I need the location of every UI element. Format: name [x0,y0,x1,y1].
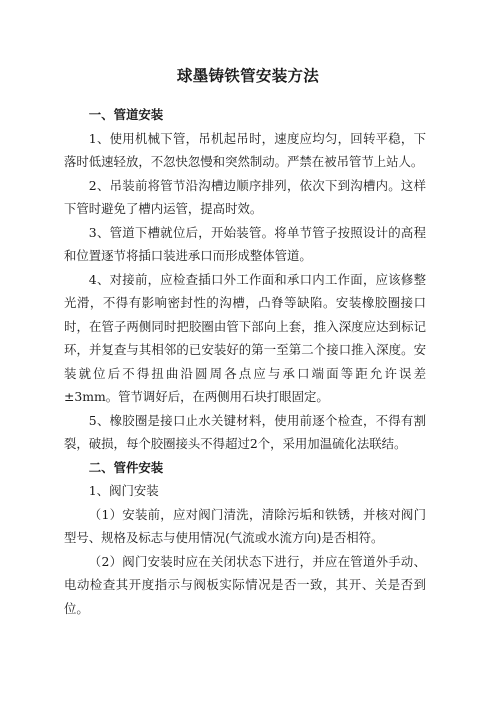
paragraph: 2、吊装前将管节沿沟槽边顺序排列，依次下到沟槽内。这样下管时避免了槽内运管，提高时效。 [64,177,426,216]
paragraph: 3、管道下槽就位后，开始装管。将单节管子按照设计的高程和位置逐节将插口装进承口而形成整体管道。 [64,224,426,263]
document-body [64,103,426,620]
paragraph: （2）阀门安装时应在关闭状态下进行，并应在管道外手动、电动检查其开度指示与阀板实际情况是否一致，其开、关是否到位。 [64,553,426,616]
paragraph: 1、使用机械下管，吊机起吊时，速度应均匀，回转平稳，下落时低速轻放，不忽快忽慢和突然制动。严禁在被吊管节上站人。 [64,130,426,169]
paragraph: 5、橡胶圈是接口止水关键材料，使用前逐个检查，不得有割裂，破损，每个胶圈接头不得超过2个，采用加温硫化法联结。 [64,412,426,451]
paragraph: 1、阀门安装 [88,483,159,498]
paragraph: 4、对接前，应检查插口外工作面和承口内工作面，应该修整光滑，不得有影响密封性的沟槽，凸脊等缺陷。安装橡胶圈接口时，在管子两侧同时把胶圈由管下部向上套，推入深度应达到标记环，并复查与其相邻的已安装好的第一至第二个接口推入深度。安装就位后不得扭曲沿圆周各点应与承口端面等距允许误差±3mm。管节调好后，在两侧用石块打眼固定。 [64,271,426,404]
section-heading-fittings: 二、管件安装 [88,459,164,475]
paragraph: （1）安装前，应对阀门清洗，清除污垢和铁锈，并核对阀门型号、规格及标志与使用情况(气流或水流方向)是否相符。 [64,506,426,545]
document-title: 球墨铸铁管安装方法 [176,67,320,85]
section-heading-pipeline: 一、管道安装 [88,107,164,122]
